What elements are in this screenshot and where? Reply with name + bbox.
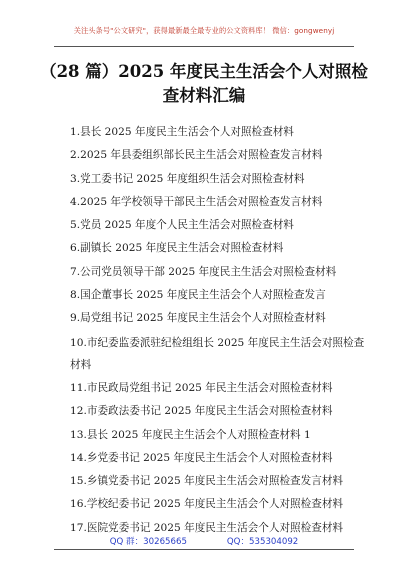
list-item-text: 10.市纪委监委派驻纪检组组长 2025 年度民主生活会对照检查材料	[70, 336, 365, 371]
list-item: 6.副镇长 2025 年度民主生活会对照检查材料	[70, 242, 284, 255]
list-item: 8.国企董事长 2025 年度民主生活会个人对照检查发言	[70, 289, 326, 302]
list-item: 1.县长 2025 年度民主生活会个人对照检查材料	[70, 126, 294, 138]
qq-number-text: QQ：535304092	[226, 537, 299, 547]
list-item: 11.市民政局党组书记 2025 年民主生活会对照检查材料	[70, 381, 333, 394]
list-item: 14.乡党委书记 2025 年度民主生活会个人对照检查材料	[70, 451, 333, 464]
list-item: 9.局党组书记 2025 年度民主生活会个人对照检查材料	[70, 312, 326, 325]
footer-contact	[0, 535, 408, 547]
table-of-contents	[70, 126, 365, 545]
list-item: 5.党员 2025 年度个人民主生活会对照检查材料	[70, 219, 294, 232]
document-title: （28 篇）2025 年度民主生活会个人对照检查材料汇编	[40, 62, 368, 105]
list-item	[48, 332, 365, 376]
list-item: 15.乡镇党委书记 2025 年度民主生活会对照检查发言材料	[70, 475, 344, 488]
list-item: 12.市委政法委书记 2025 年度民主生活会对照检查材料	[70, 405, 333, 418]
list-item: 16.学校纪委书记 2025 年度民主生活会个人对照检查材料	[70, 498, 344, 511]
list-item: 7.公司党员领导干部 2025 年度民主生活会对照检查材料	[70, 265, 337, 278]
header-banner: 关注头条号"公文研究"，获得最新最全最专业的公文资料库！ 微信：gongwenyj	[73, 26, 335, 35]
list-item: 2.2025 年县委组织部长民主生活会对照检查发言材料	[70, 149, 323, 162]
list-item: 13.县长 2025 年度民主生活会个人对照检查材料 1	[70, 428, 311, 441]
header-divider	[54, 46, 354, 47]
qq-group-text: QQ 群：30265665	[109, 537, 187, 547]
list-item: 3.党工委书记 2025 年度组织生活会对照检查材料	[70, 172, 305, 185]
list-item: 17.医院党委书记 2025 年度民主生活会个人对照检查材料	[70, 521, 344, 534]
footer-divider	[54, 549, 354, 550]
list-item: 4.2025 年学校领导干部民主生活会对照检查发言材料	[70, 195, 323, 208]
